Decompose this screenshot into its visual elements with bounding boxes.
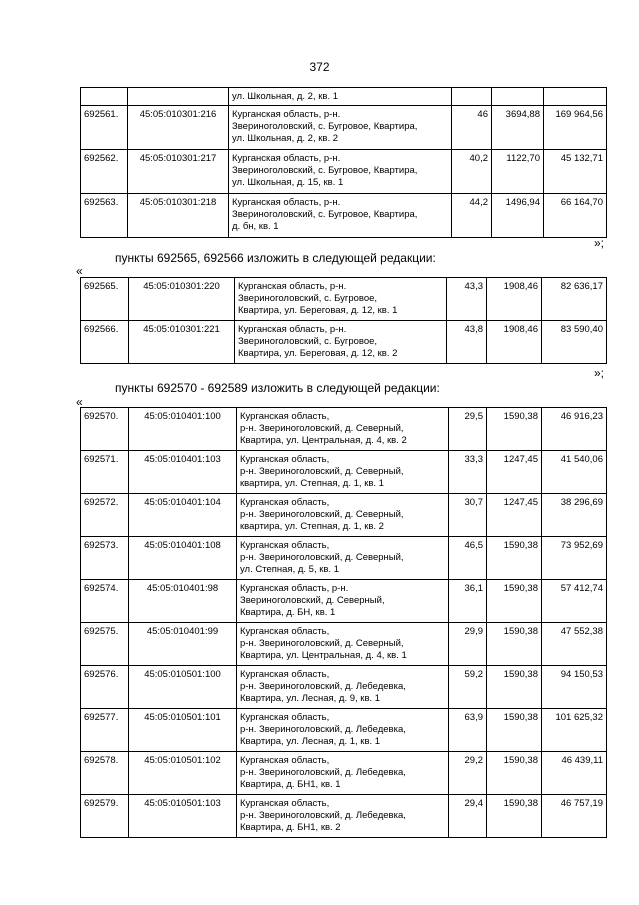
registry-table-3: [80, 407, 607, 838]
page-number: 372: [309, 60, 330, 74]
row-number-cell: 692575.: [81, 623, 129, 666]
unit-price-cell: 1908,46: [487, 321, 542, 364]
area-cell: [452, 88, 492, 106]
address-cell: Курганская область, р-н. Звериноголовский, д. Северный, Квартира, д. БН, кв. 1: [237, 580, 449, 623]
unit-price-cell: 1590,38: [487, 666, 542, 709]
address-cell: Курганская область, р-н. Звериноголовский, с. Бугровое, Квартира, ул. Береговая, д. 12, кв. 1: [235, 278, 447, 321]
unit-price-cell: [492, 88, 544, 106]
cadastral-number-cell: 45:05:010401:100: [129, 408, 237, 451]
area-cell: 44,2: [452, 194, 492, 238]
row-number-cell: 692561.: [81, 106, 128, 150]
row-number-cell: [81, 88, 128, 106]
row-number-cell: 692570.: [81, 408, 129, 451]
area-cell: 46,5: [449, 537, 487, 580]
total-value-cell: 46 916,23: [542, 408, 607, 451]
row-number-cell: 692562.: [81, 150, 128, 194]
total-value-cell: 73 952,69: [542, 537, 607, 580]
registry-table-1: [80, 87, 607, 238]
address-cell: Курганская область, р-н. Звериноголовский, д. Северный, квартира, ул. Степная, д. 1, кв. 2: [237, 494, 449, 537]
table-row: [81, 150, 607, 194]
opening-quote-2: «: [76, 395, 83, 409]
table-row: [81, 580, 607, 623]
amendment-paragraph-2: пункты 692570 - 692589 изложить в следующей редакции:: [115, 381, 440, 395]
area-cell: 46: [452, 106, 492, 150]
cadastral-number-cell: 45:05:010301:221: [129, 321, 235, 364]
address-cell: Курганская область, р-н. Звериноголовский, д. Северный, Квартира, ул. Центральная, д. 4, кв. 1: [237, 623, 449, 666]
area-cell: 33,3: [449, 451, 487, 494]
table-row: [81, 321, 607, 364]
cadastral-number-cell: 45:05:010301:218: [128, 194, 229, 238]
total-value-cell: 82 636,17: [542, 278, 607, 321]
row-number-cell: 692572.: [81, 494, 129, 537]
table-row: [81, 666, 607, 709]
amendment-paragraph-1: пункты 692565, 692566 изложить в следующей редакции:: [115, 251, 436, 265]
cadastral-number-cell: 45:05:010501:102: [129, 752, 237, 795]
row-number-cell: 692574.: [81, 580, 129, 623]
area-cell: 29,9: [449, 623, 487, 666]
opening-quote-1: «: [76, 264, 83, 278]
table-row: [81, 451, 607, 494]
row-number-cell: 692578.: [81, 752, 129, 795]
cadastral-number-cell: 45:05:010301:220: [129, 278, 235, 321]
area-cell: 40,2: [452, 150, 492, 194]
unit-price-cell: 1590,38: [487, 795, 542, 838]
table-row: [81, 795, 607, 838]
area-cell: 29,2: [449, 752, 487, 795]
unit-price-cell: 1247,45: [487, 451, 542, 494]
row-number-cell: 692566.: [81, 321, 129, 364]
total-value-cell: 83 590,40: [542, 321, 607, 364]
cadastral-number-cell: 45:05:010501:103: [129, 795, 237, 838]
table-row: [81, 194, 607, 238]
total-value-cell: 66 164,70: [544, 194, 607, 238]
total-value-cell: 41 540,06: [542, 451, 607, 494]
unit-price-cell: 1122,70: [492, 150, 544, 194]
table-row: [81, 537, 607, 580]
table-row: [81, 106, 607, 150]
unit-price-cell: 3694,88: [492, 106, 544, 150]
cadastral-number-cell: 45:05:010501:100: [129, 666, 237, 709]
address-cell: Курганская область, р-н. Звериноголовский, с. Бугровое, Квартира, ул. Школьная, д. 2, кв. 2: [229, 106, 452, 150]
table-row: [81, 278, 607, 321]
cadastral-number-cell: 45:05:010401:103: [129, 451, 237, 494]
unit-price-cell: 1590,38: [487, 537, 542, 580]
closing-quote-2: »;: [594, 366, 605, 380]
cadastral-number-cell: 45:05:010401:104: [129, 494, 237, 537]
area-cell: 43,3: [447, 278, 487, 321]
area-cell: 63,9: [449, 709, 487, 752]
address-cell: Курганская область, р-н. Звериноголовский, с. Бугровое, Квартира, ул. Береговая, д. 12, кв. 2: [235, 321, 447, 364]
total-value-cell: 46 439,11: [542, 752, 607, 795]
unit-price-cell: 1590,38: [487, 752, 542, 795]
address-cell: Курганская область, р-н. Звериноголовский, д. Лебедевка, Квартира, ул. Лесная, д. 9, кв. 1: [237, 666, 449, 709]
table-row: [81, 88, 607, 106]
total-value-cell: 57 412,74: [542, 580, 607, 623]
address-cell: Курганская область, р-н. Звериноголовский, с. Бугровое, Квартира, д. бн, кв. 1: [229, 194, 452, 238]
row-number-cell: 692571.: [81, 451, 129, 494]
table-row: [81, 408, 607, 451]
total-value-cell: 101 625,32: [542, 709, 607, 752]
table-row: [81, 709, 607, 752]
area-cell: 36,1: [449, 580, 487, 623]
area-cell: 29,4: [449, 795, 487, 838]
row-number-cell: 692577.: [81, 709, 129, 752]
cadastral-number-cell: 45:05:010501:101: [129, 709, 237, 752]
address-cell: Курганская область, р-н. Звериноголовский, д. Северный, ул. Степная, д. 5, кв. 1: [237, 537, 449, 580]
unit-price-cell: 1590,38: [487, 623, 542, 666]
table-row: [81, 752, 607, 795]
row-number-cell: 692563.: [81, 194, 128, 238]
address-cell: Курганская область, р-н. Звериноголовский, д. Лебедевка, Квартира, д. БН1, кв. 1: [237, 752, 449, 795]
total-value-cell: 47 552,38: [542, 623, 607, 666]
unit-price-cell: 1590,38: [487, 408, 542, 451]
total-value-cell: [544, 88, 607, 106]
address-cell: Курганская область, р-н. Звериноголовский, д. Северный, Квартира, ул. Центральная, д. 4, кв. 2: [237, 408, 449, 451]
unit-price-cell: 1496,94: [492, 194, 544, 238]
area-cell: 43,8: [447, 321, 487, 364]
area-cell: 59,2: [449, 666, 487, 709]
cadastral-number-cell: 45:05:010401:98: [129, 580, 237, 623]
registry-table-2: [80, 277, 607, 364]
area-cell: 30,7: [449, 494, 487, 537]
unit-price-cell: 1590,38: [487, 709, 542, 752]
total-value-cell: 46 757,19: [542, 795, 607, 838]
address-cell: Курганская область, р-н. Звериноголовский, д. Лебедевка, Квартира, ул. Лесная, д. 1, кв. 1: [237, 709, 449, 752]
address-cell: ул. Школьная, д. 2, кв. 1: [229, 88, 452, 106]
cadastral-number-cell: 45:05:010401:99: [129, 623, 237, 666]
table-row: [81, 494, 607, 537]
row-number-cell: 692579.: [81, 795, 129, 838]
cadastral-number-cell: 45:05:010401:108: [129, 537, 237, 580]
row-number-cell: 692565.: [81, 278, 129, 321]
row-number-cell: 692576.: [81, 666, 129, 709]
table-row: [81, 623, 607, 666]
area-cell: 29,5: [449, 408, 487, 451]
row-number-cell: 692573.: [81, 537, 129, 580]
unit-price-cell: 1908,46: [487, 278, 542, 321]
closing-quote-1: »;: [594, 236, 605, 250]
address-cell: Курганская область, р-н. Звериноголовский, с. Бугровое, Квартира, ул. Школьная, д. 15, кв. 1: [229, 150, 452, 194]
address-cell: Курганская область, р-н. Звериноголовский, д. Лебедевка, Квартира, д. БН1, кв. 2: [237, 795, 449, 838]
total-value-cell: 94 150,53: [542, 666, 607, 709]
address-cell: Курганская область, р-н. Звериноголовский, д. Северный, квартира, ул. Степная, д. 1, кв. 1: [237, 451, 449, 494]
total-value-cell: 38 296,69: [542, 494, 607, 537]
cadastral-number-cell: 45:05:010301:217: [128, 150, 229, 194]
unit-price-cell: 1247,45: [487, 494, 542, 537]
cadastral-number-cell: [128, 88, 229, 106]
total-value-cell: 45 132,71: [544, 150, 607, 194]
unit-price-cell: 1590,38: [487, 580, 542, 623]
cadastral-number-cell: 45:05:010301:216: [128, 106, 229, 150]
total-value-cell: 169 964,56: [544, 106, 607, 150]
